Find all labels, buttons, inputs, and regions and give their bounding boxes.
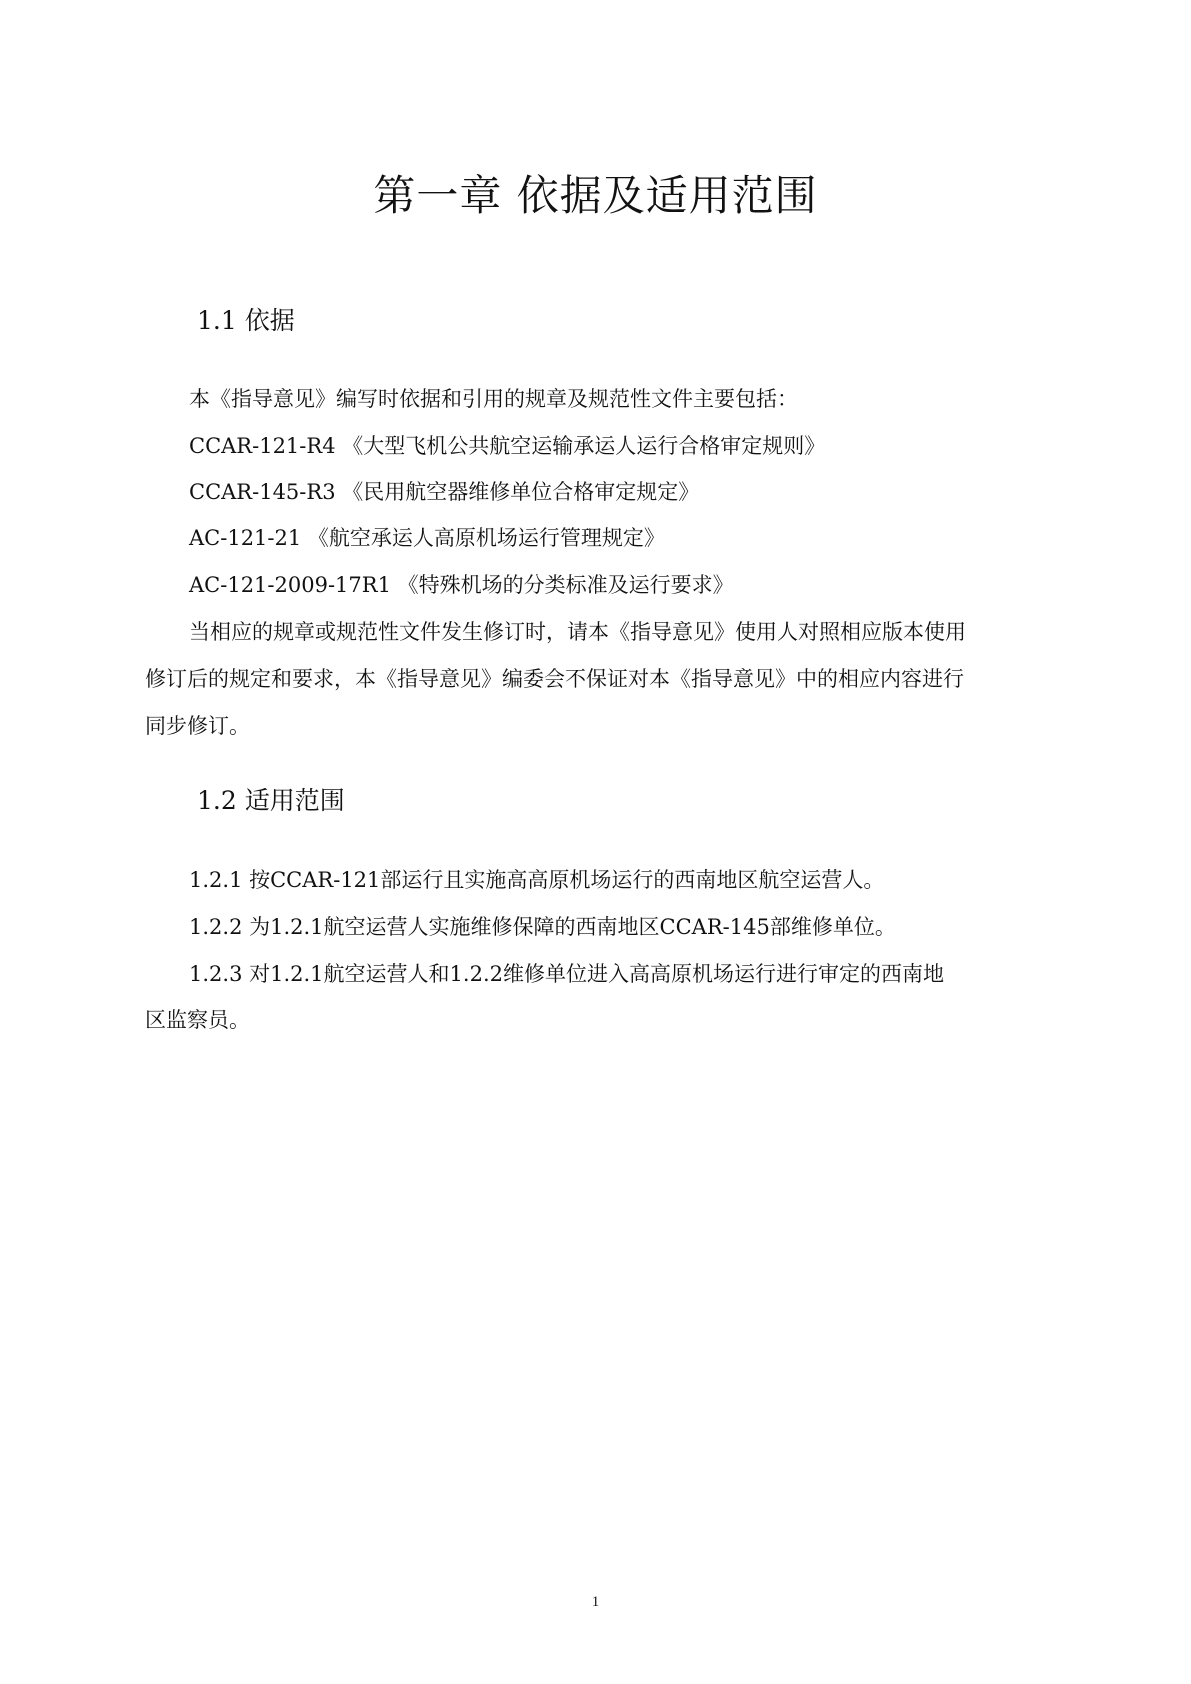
scope-item: 1.2.3 对1.2.1航空运营人和1.2.2维修单位进入高高原机场运行进行审定的西南地 <box>189 962 944 986</box>
revision-note-line: 同步修订。 <box>145 714 250 738</box>
page-number: 1 <box>591 1594 600 1610</box>
revision-note-line: 当相应的规章或规范性文件发生修订时，请本《指导意见》使用人对照相应版本使用 <box>189 620 966 644</box>
scope-item: 1.2.2 为1.2.1航空运营人实施维修保障的西南地区CCAR-145部维修单位。 <box>189 915 896 939</box>
scope-item: 1.2.1 按CCAR-121部运行且实施高高原机场运行的西南地区航空运营人。 <box>189 868 885 892</box>
reference-item: AC-121-21 《航空承运人高原机场运行管理规定》 <box>189 526 665 550</box>
chapter-title: 第一章 依据及适用范围 <box>373 171 818 220</box>
section-heading-1-1: 1.1 依据 <box>197 306 295 335</box>
reference-item: CCAR-121-R4 《大型飞机公共航空运输承运人运行合格审定规则》 <box>189 434 826 458</box>
reference-item: AC-121-2009-17R1 《特殊机场的分类标准及运行要求》 <box>189 573 734 597</box>
scope-item-continuation: 区监察员。 <box>145 1008 250 1032</box>
section-heading-1-2: 1.2 适用范围 <box>197 786 345 815</box>
section-1-1-intro: 本《指导意见》编写时依据和引用的规章及规范性文件主要包括： <box>189 387 798 411</box>
revision-note-line: 修订后的规定和要求，本《指导意见》编委会不保证对本《指导意见》中的相应内容进行 <box>145 667 964 691</box>
reference-item: CCAR-145-R3 《民用航空器维修单位合格审定规定》 <box>189 480 700 504</box>
